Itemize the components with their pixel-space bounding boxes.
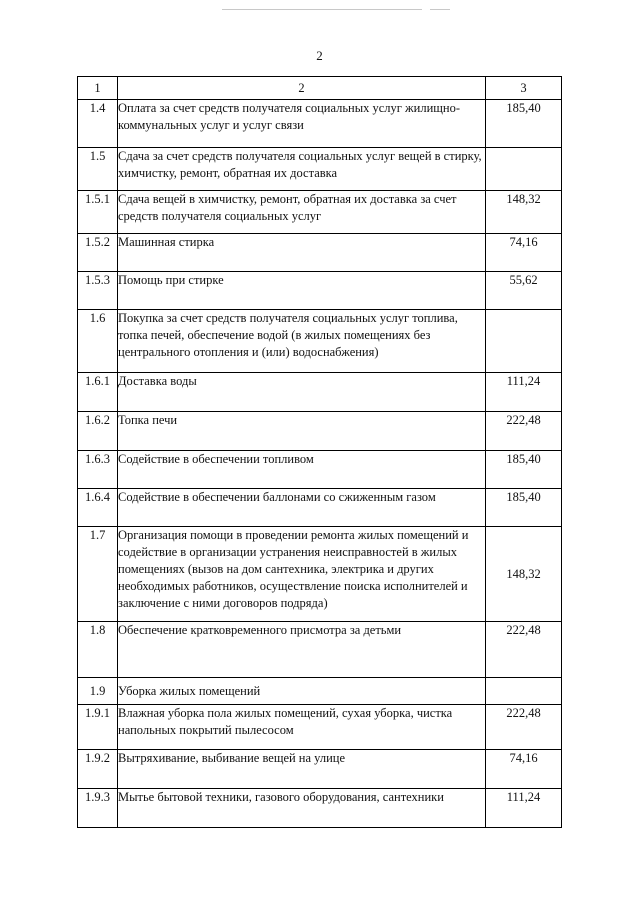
row-number: 1.9.2	[78, 750, 118, 789]
row-number: 1.7	[78, 527, 118, 622]
scan-top-rule	[222, 9, 422, 10]
row-number: 1.6.3	[78, 451, 118, 489]
row-price: 222,48	[486, 412, 562, 451]
row-number: 1.5.3	[78, 272, 118, 310]
row-service-name: Организация помощи в проведении ремонта жилых помещений и содействие в организации устранения неисправностей в жилых помещениях (вызов на дом сантехника, электрика и других необходимых работников, осуществление поиска исполнителей и заключение с ними договоров подряда)	[118, 527, 486, 622]
table-row	[78, 678, 562, 705]
row-service-name: Помощь при стирке	[118, 272, 486, 310]
row-number: 1.6	[78, 310, 118, 373]
row-price: 185,40	[486, 489, 562, 527]
scan-top-rule-fragment	[430, 9, 450, 10]
row-price	[486, 678, 562, 705]
row-price	[486, 310, 562, 373]
table-row	[78, 789, 562, 828]
row-service-name: Мытье бытовой техники, газового оборудования, сантехники	[118, 789, 486, 828]
row-service-name: Обеспечение кратковременного присмотра за детьми	[118, 622, 486, 678]
row-service-name: Машинная стирка	[118, 234, 486, 272]
header-cell-price: 3	[486, 77, 562, 100]
row-number: 1.8	[78, 622, 118, 678]
table-row	[78, 148, 562, 191]
row-price: 111,24	[486, 373, 562, 412]
table-row	[78, 373, 562, 412]
row-number: 1.4	[78, 100, 118, 148]
table-row	[78, 622, 562, 678]
table-row	[78, 412, 562, 451]
table-row	[78, 234, 562, 272]
row-service-name: Содействие в обеспечении баллонами со сжиженным газом	[118, 489, 486, 527]
row-service-name: Уборка жилых помещений	[118, 678, 486, 705]
row-price: 222,48	[486, 622, 562, 678]
header-cell-number: 1	[78, 77, 118, 100]
row-number: 1.5.1	[78, 191, 118, 234]
table-row	[78, 705, 562, 750]
header-cell-service: 2	[118, 77, 486, 100]
row-price: 111,24	[486, 789, 562, 828]
row-service-name: Сдача за счет средств получателя социальных услуг вещей в стирку, химчистку, ремонт, обратная их доставка	[118, 148, 486, 191]
row-service-name: Оплата за счет средств получателя социальных услуг жилищно-коммунальных услуг и услуг связи	[118, 100, 486, 148]
row-price: 148,32	[486, 527, 562, 622]
row-price: 74,16	[486, 750, 562, 789]
table-row	[78, 451, 562, 489]
row-number: 1.5.2	[78, 234, 118, 272]
table-row	[78, 489, 562, 527]
row-service-name: Вытряхивание, выбивание вещей на улице	[118, 750, 486, 789]
row-price: 185,40	[486, 100, 562, 148]
table-row	[78, 272, 562, 310]
row-price	[486, 148, 562, 191]
row-service-name: Топка печи	[118, 412, 486, 451]
table-row	[78, 750, 562, 789]
row-price: 74,16	[486, 234, 562, 272]
table-header-row	[78, 77, 562, 100]
row-price: 222,48	[486, 705, 562, 750]
row-service-name: Влажная уборка пола жилых помещений, сухая уборка, чистка напольных покрытий пылесосом	[118, 705, 486, 750]
table-row	[78, 310, 562, 373]
table-row	[78, 100, 562, 148]
row-number: 1.9	[78, 678, 118, 705]
page-number: 2	[316, 48, 323, 63]
row-number: 1.6.2	[78, 412, 118, 451]
row-service-name: Содействие в обеспечении топливом	[118, 451, 486, 489]
row-number: 1.5	[78, 148, 118, 191]
table-row	[78, 191, 562, 234]
row-number: 1.9.1	[78, 705, 118, 750]
row-number: 1.6.1	[78, 373, 118, 412]
row-price: 185,40	[486, 451, 562, 489]
row-service-name: Доставка воды	[118, 373, 486, 412]
row-number: 1.9.3	[78, 789, 118, 828]
table-row	[78, 527, 562, 622]
row-price: 55,62	[486, 272, 562, 310]
row-number: 1.6.4	[78, 489, 118, 527]
row-service-name: Сдача вещей в химчистку, ремонт, обратная их доставка за счет средств получателя социальных услуг	[118, 191, 486, 234]
row-service-name: Покупка за счет средств получателя социальных услуг топлива, топка печей, обеспечение водой (в жилых помещениях без центрального отопления и (или) водоснабжения)	[118, 310, 486, 373]
services-price-table	[77, 76, 562, 828]
row-price: 148,32	[486, 191, 562, 234]
